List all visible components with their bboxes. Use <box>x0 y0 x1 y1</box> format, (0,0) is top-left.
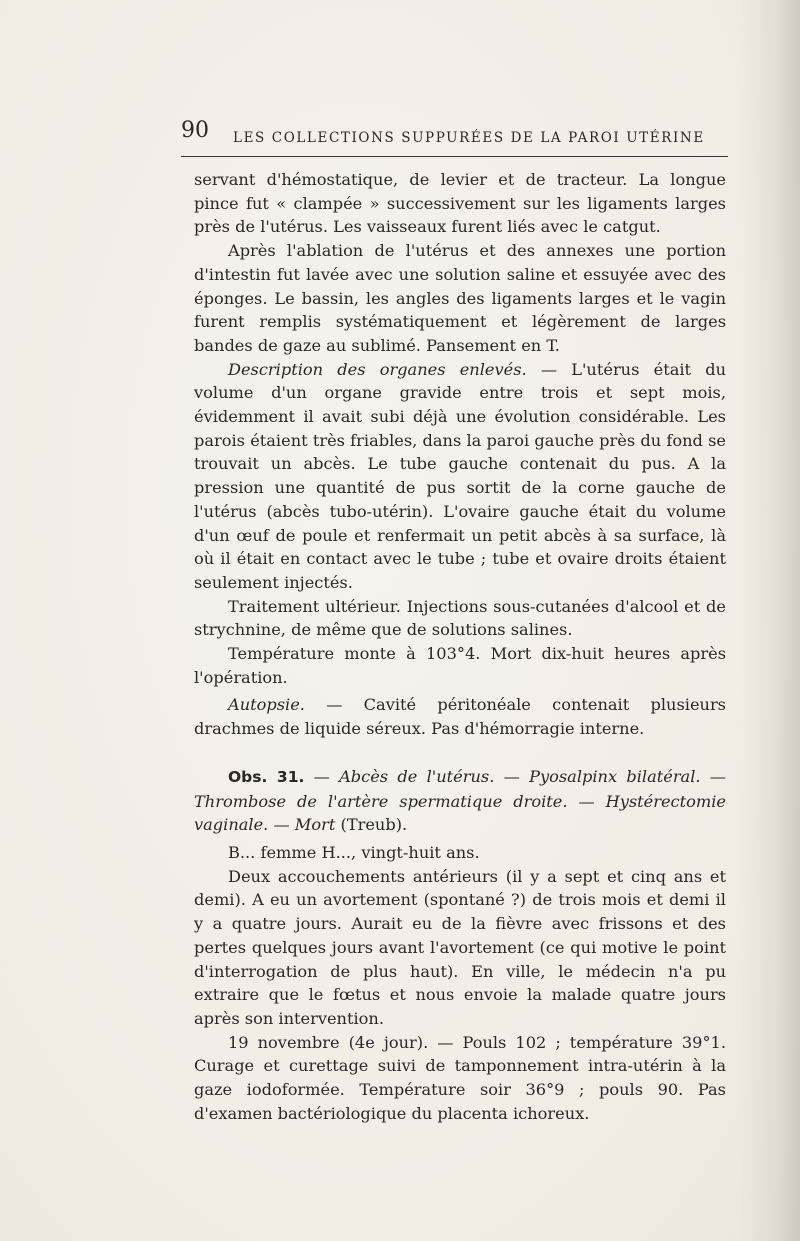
paragraph-patient: B... femme H..., vingt-huit ans. <box>228 842 480 862</box>
page-number: 90 <box>181 118 209 143</box>
description-text: — L'utérus était du volume d'un organe gravide entre trois et sept mois, évidemment il avait subi déjà une évolution considérable. Les parois étaient très friables, dans la paroi gauche près du fond se trouvait un abcès. Le tube gauche contenait du pus. A la pression une quantité de pus sortit de la corne gauche de l'utérus (abcès tubo-utérin). L'ovaire gauche était du volume d'un œuf de poule et renfermait un petit abcès à sa surface, là où il était en contact avec le tube ; tube et ovaire droits étaient seulement injectés. <box>194 359 727 592</box>
paragraph-autopsy <box>194 693 726 740</box>
observation-label: Obs. 31. <box>228 767 305 786</box>
description-heading: Description des organes enlevés. <box>228 359 527 379</box>
spine-shadow <box>740 0 800 1241</box>
paragraph-treatment: Traitement ultérieur. Injections sous-cutanées d'alcool et de strychnine, de même que de solutions salines. <box>194 596 726 640</box>
paragraph-temperature: Température monte à 103°4. Mort dix-huit heures après l'opération. <box>194 644 726 687</box>
autopsy-heading: Autopsie. <box>228 695 305 715</box>
body-text <box>194 168 726 1125</box>
observation-title: Abcès de l'utérus. — Pyosalpinx bilatéral. — Thrombose de l'artère spermatique droite. — Hystérectomie vaginale. — Mort <box>194 766 726 835</box>
paragraph-history: Deux accouchements antérieurs (il y a sept et cinq ans et demi). A eu un avortement (spontané ?) de trois mois et demi il y a quatre jours. Aurait eu de la fièvre avec frissons et des pertes quelques jours avant l'avortement (ce qui motive le point d'interrogation de plus haut). En ville, le médecin n'a pu extraire que le fœtus et nous envoie la malade quatre jours après son intervention. <box>194 866 726 1028</box>
page-header <box>181 118 726 148</box>
observation-dash: — <box>304 766 340 786</box>
paragraph-ablation: Après l'ablation de l'utérus et des annexes une portion d'intestin fut lavée avec une solution saline et essuyée avec des éponges. Le bassin, les angles des ligaments larges et le vagin furent remplis systématiquement et légèrement de larges bandes de gaze au sublimé. Pansement en T. <box>194 241 726 355</box>
observation-heading <box>194 765 726 837</box>
header-rule <box>181 156 728 157</box>
autopsy-text: — Cavité péritonéale contenait plusieurs drachmes de liquide séreux. Pas d'hémorragie interne. <box>194 695 726 739</box>
running-title: LES COLLECTIONS SUPPURÉES DE LA PAROI UTÉRINE <box>233 130 705 146</box>
paragraph-november: 19 novembre (4e jour). — Pouls 102 ; température 39°1. Curage et curettage suivi de tamponnement intra-utérin à la gaze iodoformée. Température soir 36°9 ; pouls 90. Pas d'examen bactériologique du placenta ichoreux. <box>194 1032 726 1123</box>
observation-source: (Treub). <box>335 815 408 835</box>
paragraph-description <box>194 358 726 595</box>
paragraph-continuation: servant d'hémostatique, de levier et de tracteur. La longue pince fut « clampée » successivement sur les ligaments larges près de l'utérus. Les vaisseaux furent liés avec le catgut. <box>194 170 726 237</box>
